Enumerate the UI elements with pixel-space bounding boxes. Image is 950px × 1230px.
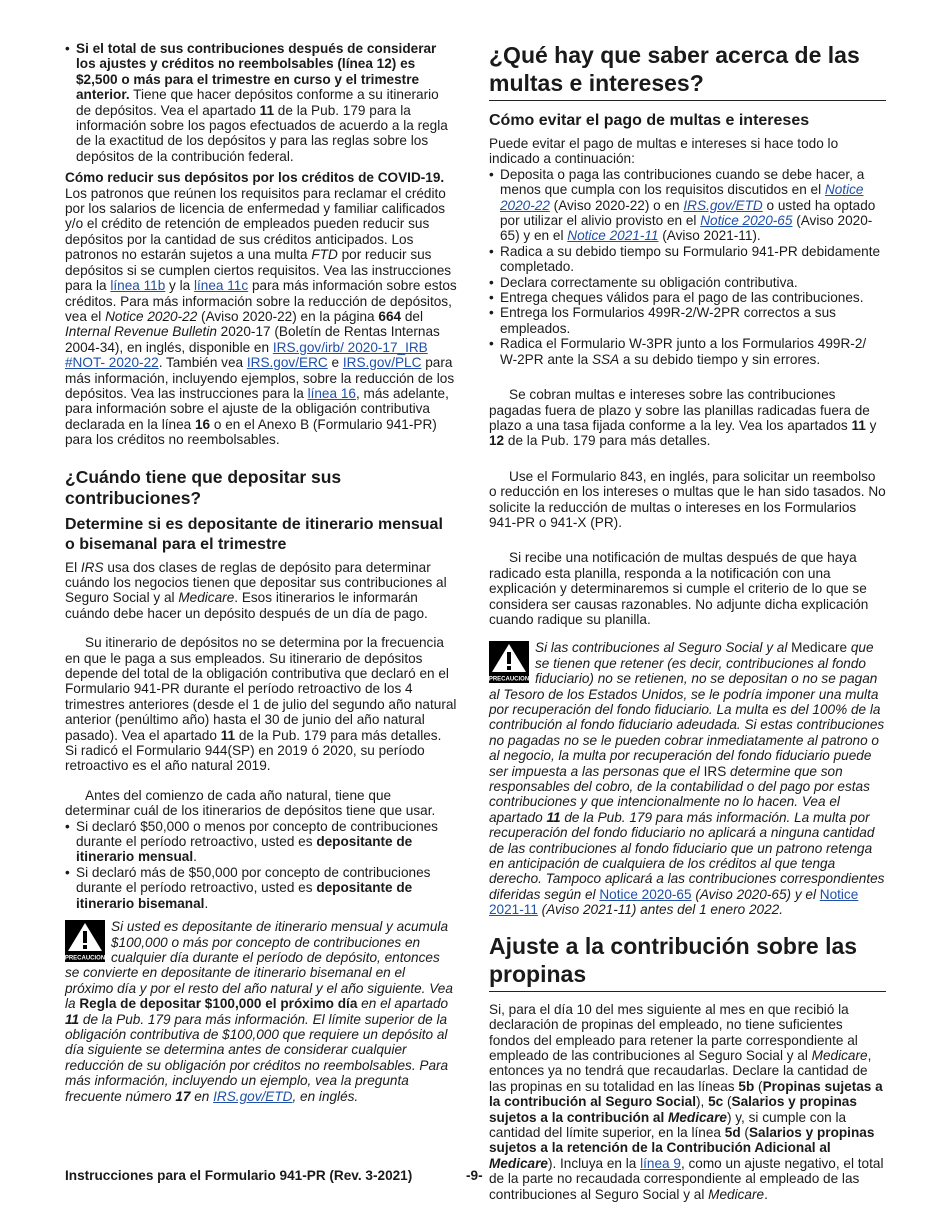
right-column xyxy=(489,41,886,1202)
heading-tips-adjustment: Ajuste a la contribución sobre las propinas xyxy=(489,932,886,992)
heading-when-to-deposit: ¿Cuándo tiene que depositar sus contribuciones? xyxy=(65,466,342,508)
bullet-dot: • xyxy=(65,41,70,56)
caution-icon xyxy=(489,641,529,683)
link-notice-2021-11[interactable]: Notice 2021-11 xyxy=(567,228,659,244)
avoid-bullet-checks: • Entrega cheques válidos para el pago de las contribuciones. xyxy=(489,290,864,306)
left-column xyxy=(65,41,457,1104)
link-irs-etd-2[interactable]: IRS.gov/ETD xyxy=(683,197,763,213)
before-year-paragraph: Antes del comienzo de cada año natural, tiene que determinar cuál de los itinerarios de depósitos tiene que usar. xyxy=(65,787,436,819)
bullet-dot: • xyxy=(489,305,494,321)
avoid-bullet-deposit: • Deposita o paga las contribuciones cuando se debe hacer, a menos que cumpla con los requisitos discutidos en el Notice 2020-22 (Aviso 2020-22) o en IRS.gov/ETD o usted ha optado por utilizar el alivio provisto en el Notice 2020-65 (Aviso 2020-65) y en el Notice 2021-11 (Aviso 2021-11). xyxy=(489,166,876,244)
bullet-dot: • xyxy=(489,290,494,306)
link-irs-erc[interactable]: IRS.gov/ERC xyxy=(246,355,328,371)
link-line-11c[interactable]: línea 11c xyxy=(194,278,249,294)
caution-label: PRECAUCION xyxy=(65,955,105,962)
avoid-bullet-forms: • Entrega los Formularios 499R-2/W-2PR correctos a sus empleados. xyxy=(489,305,836,336)
penalties-paragraph: Se cobran multas e intereses sobre las contribuciones pagadas fuera de plazo y sobre las planillas radicadas fuera de plazo a una tasa fijada conforme a la ley. Vea los apartados 11 y 12 de la Pub. 179 para más detalles. xyxy=(489,387,877,449)
avoid-bullet-file: • Radica a su debido tiempo su Formulario 941-PR debidamente completado. xyxy=(489,243,881,275)
link-line-11b[interactable]: línea 11b xyxy=(110,278,166,294)
heading-fines-interest: ¿Qué hay que saber acerca de las multas e intereses? xyxy=(489,41,886,101)
bullet-dot: • xyxy=(65,818,70,834)
bullet-dot: • xyxy=(489,166,494,182)
form-843-paragraph: Use el Formulario 843, en inglés, para solicitar un reembolso o reducción en los intereses o multas que le han sido tasados. No solicite la reducción de multas o intereses en los Formularios 941-PR o 941-X (PR). xyxy=(489,468,886,530)
semiweekly-depositor-bullet: • Si declaró más de $50,000 por concepto de contribuciones durante el período retroactivo, usted es depositante de itinerario bisemanal. xyxy=(65,864,431,911)
page-footer xyxy=(65,1168,885,1183)
caution-text: Si usted es depositante de itinerario mensual y acumula $100,000 o más por concepto de contribuciones en cualquier día durante el período de depósito, entonces se convierte en depositante de itinerario bisemanal en el próximo día y por el resto del año natural y el año siguiente. Vea la Regla de depositar $100,000 el próximo día en el apartado 11 de la Pub. 179 para más información. El límite superior de la obligación contributiva de $100,000 que requiere un depósito al día siguiente se determina antes de considerar cualquier reducción de su obligación por créditos no reembolsables. Para más información, incluyendo un ejemplo, vea la pregunta frecuente número 17 en IRS.gov/ETD, en inglés. xyxy=(65,919,453,1104)
bullet-dot: • xyxy=(65,864,70,880)
link-notice-2021-11-b[interactable]: Notice 2021-11 xyxy=(489,886,859,918)
page-number: -9- xyxy=(466,1168,483,1183)
link-notice-2020-65-b[interactable]: Notice 2020-65 xyxy=(599,886,692,902)
heading-avoid-fines: Cómo evitar el pago de multas e intereses xyxy=(489,112,810,129)
schedule-paragraph: Su itinerario de depósitos no se determina por la frecuencia en que le paga a sus empleados. Su itinerario de depósitos depende del total de la obligación contributiva que declaró en el Formulario 941-PR durante el período retroactivo de los 4 trimestres anteriores (desde el 1 de julio del segundo año natural anterior (penúltimo año) hasta el 30 de junio del año natural pasado). Vea el apartado 11 de la Pub. 179 para más detalles. Si radicó el Formulario 944(SP) en 2019 ó 2020, su período retroactivo es el año natural 2019. xyxy=(65,635,457,774)
caution-box-100000 xyxy=(65,919,457,1104)
caution-box-trust-fund xyxy=(489,640,886,917)
link-notice-2020-22[interactable]: Notice 2020-22 xyxy=(500,182,864,213)
avoid-bullet-w3pr: • Radica el Formulario W-3PR junto a los Formularios 499R-2/ W-2PR ante la SSA a su debido tiempo y sin errores. xyxy=(489,336,867,367)
avoid-intro: Puede evitar el pago de multas e intereses si hace todo lo indicado a continuación: xyxy=(489,136,839,167)
deposit-rules-paragraph: El IRS usa dos clases de reglas de depósito para determinar cuándo los negocios tienen que depositar sus contribuciones al Seguro Social y al Medicare. Esos itinerarios le informarán cuándo debe hacer un depósito después de un día de pago. xyxy=(65,559,447,621)
footer-title: Instrucciones para el Formulario 941-PR (Rev. 3-2021) xyxy=(65,1168,413,1183)
caution-label: PRECAUCION xyxy=(489,676,529,683)
link-irs-plc[interactable]: IRS.gov/PLC xyxy=(342,355,422,371)
bullet-dot: • xyxy=(489,336,494,352)
heading-determine-schedule: Determine si es depositante de itinerario mensual o bisemanal para el trimestre xyxy=(65,515,443,553)
caution-icon xyxy=(65,920,105,962)
caution-text: Si las contribuciones al Seguro Social y al Medicare que se tienen que retener (es decir, contribuciones al fondo fiduciario) no se retienen, no se depositan o no se pagan al Tesoro de los Estados Unidos, se le podría imponer una multa por recuperación del fondo fiduciario. La multa es del 100% de la contribución al fondo fiduciario adeudada. Si estas contribuciones no pagadas no se le pueden cobrar inmediatamente al patrono o al negocio, la multa por recuperación del fondo fiduciario puede ser impuesta a las personas que el IRS determine que son responsables del cobro, de la contabilidad o del pago por estas contribuciones y que intencionalmente no lo hacen. Vea el apartado 11 de la Pub. 179 para más información. La multa por recuperación del fondo fiduciario no aplicará a ninguna cantidad de las contribuciones al fondo fiduciario que un patrono retenga en anticipación de cualquiera de los créditos al que tenga derecho. Tampoco aplicará a las contribuciones correspondientes diferidas según el Notice 2020-65 (Aviso 2020-65) y el Notice 2021-11 (Aviso 2021-11) antes del 1 enero 2022. xyxy=(489,640,885,918)
link-irs-irb[interactable]: IRS.gov/irb/ 2020-17_IRB #NOT- 2020-22 xyxy=(65,339,428,371)
link-line-16[interactable]: línea 16 xyxy=(307,385,356,401)
notice-paragraph: Si recibe una notificación de multas después de que haya radicado esta planilla, responda a la notificación con una explicación y determinaremos si cumple el criterio de lo que se considera ser causas razonables. No adjunte dicha explicación cuando radique su planilla. xyxy=(489,550,869,627)
link-notice-2020-65[interactable]: Notice 2020-65 xyxy=(700,213,793,229)
link-irs-etd[interactable]: IRS.gov/ETD xyxy=(213,1088,293,1104)
tips-paragraph: Si, para el día 10 del mes siguiente al mes en que recibió la declaración de propinas del empleado, no tiene suficientes fondos del empleado para retener la parte correspondiente al empleado de las contribuciones al Seguro Social y al Medicare, entonces ya no tendrá que recaudarlas. Declare la cantidad de las propinas en su totalidad en las líneas 5b (Propinas sujetas a la contribución al Seguro Social), 5c (Salarios y propinas sujetos a la contribución al Medicare) y, si cumple con la cantidad del límite superior, en la línea 5d (Salarios y propinas sujetos a la retención de la Contribución Adicional al Medicare). Incluya en la línea 9, como un ajuste negativo, el total de la parte no recaudada correspondiente al empleado de las contribuciones al Seguro Social y al Medicare. xyxy=(489,1001,884,1202)
bullet-dot: • xyxy=(489,243,494,259)
covid-reduction-paragraph: Cómo reducir sus depósitos por los créditos de COVID-19. Los patronos que reúnen los requisitos para reclamar el crédito por los salarios de licencia de enfermedad y familiar calificados y/o el crédito de retención de empleados pueden reducir sus depósitos por la cantidad de sus créditos anticipados. Los patronos no estarán sujetos a una multa FTD por reducir sus depósitos si se cumplen ciertos requisitos. Vea las instrucciones para la línea 11b y la línea 11c para más información sobre estos créditos. Para más información sobre la reducción de depósitos, vea el Notice 2020-22 (Aviso 2020-22) en la página 664 del Internal Revenue Bulletin 2020-17 (Boletín de Rentas Internas 2004-34), en inglés, disponible en IRS.gov/irb/ 2020-17_IRB #NOT- 2020-22. También vea IRS.gov/ERC e IRS.gov/PLC para más información, incluyendo ejemplos, sobre la reducción de los depósitos. Vea las instrucciones para la línea 16, más adelante, para información sobre el ajuste de la obligación contributiva declarada en la línea 16 o en el Anexo B (Formulario 941-PR) para los créditos no reembolsables. xyxy=(65,170,457,448)
bullet-dot: • xyxy=(489,274,494,290)
monthly-depositor-bullet: • Si declaró $50,000 o menos por concepto de contribuciones durante el período retroactivo, usted es depositante de itinerario mensual. xyxy=(65,818,438,865)
deposit-threshold-bullet: • Si el total de sus contribuciones después de considerar los ajustes y créditos no reembolsables (línea 12) es $2,500 o más para el trimestre en curso y el trimestre anterior. Tiene que hacer depósitos conforme a su itinerario de depósitos. Vea el apartado 11 de la Pub. 179 para la información sobre los pagos efectuados de acuerdo a la regla de la exactitud de los depósitos y para las reglas sobre los depósitos de la contribución federal. xyxy=(65,41,448,164)
avoid-bullet-declare: • Declara correctamente su obligación contributiva. xyxy=(489,274,798,290)
link-line-9[interactable]: línea 9 xyxy=(640,1155,681,1171)
